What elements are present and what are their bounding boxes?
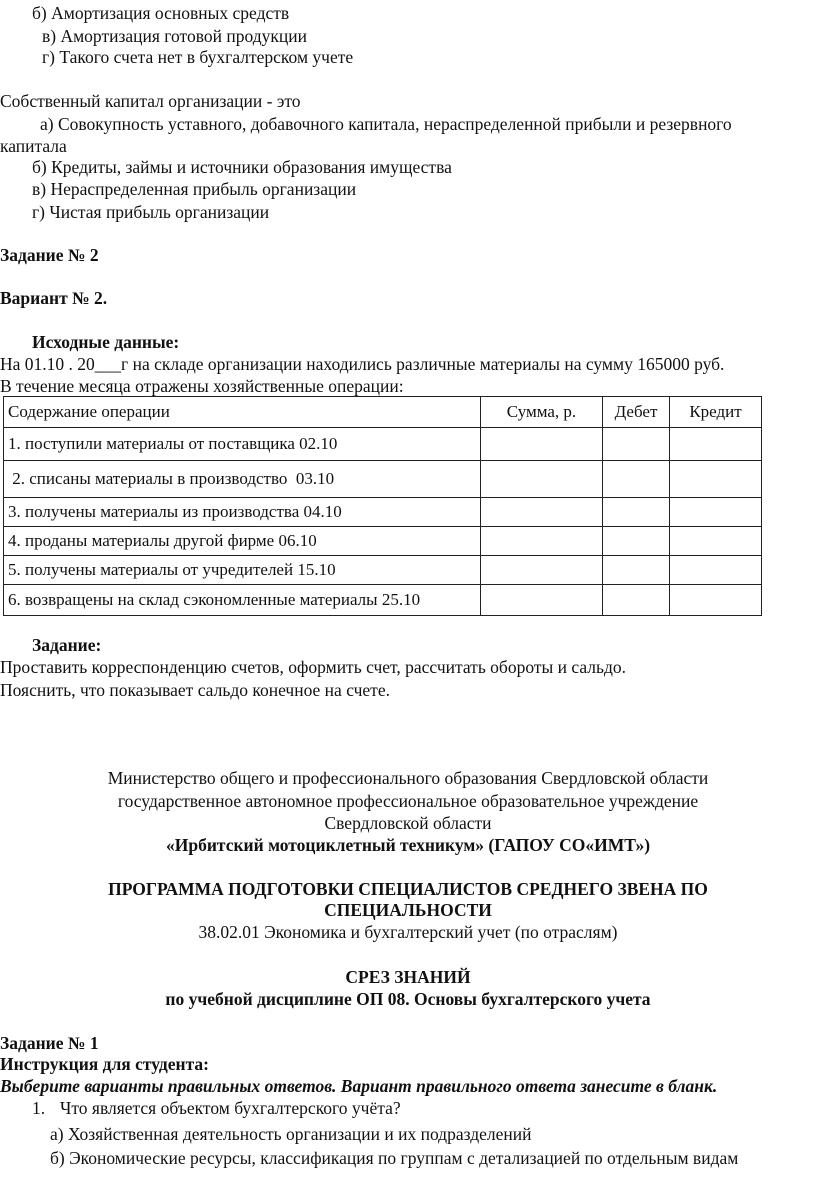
table-header-row <box>4 397 762 428</box>
task2-variant: Вариант № 2. <box>0 288 108 308</box>
source-data-heading: Исходные данные: <box>32 332 180 352</box>
credit-cell <box>670 585 762 616</box>
operation-cell: 5. получены материалы от учредителей 15.10 <box>4 556 481 585</box>
header-credit: Кредит <box>670 397 762 428</box>
amount-cell <box>481 498 603 527</box>
question-1-option-b: б) Экономические ресурсы, классификация по группам с детализацией по отдельным видам <box>50 1148 739 1168</box>
operations-table <box>3 396 762 616</box>
question-1-option-a: а) Хозяйственная деятельность организации и их подразделений <box>50 1124 532 1144</box>
operation-cell: 3. получены материалы из производства 04.10 <box>4 498 481 527</box>
college-name: «Ирбитский мотоциклетный техникум» (ГАПОУ СО«ИМТ») <box>165 835 651 855</box>
assignment-heading: Задание: <box>32 635 102 655</box>
credit-cell <box>670 461 762 498</box>
operation-cell: 4. проданы материалы другой фирме 06.10 <box>4 527 481 556</box>
source-data-line2: В течение месяца отражены хозяйственные операции: <box>0 376 404 396</box>
debit-cell <box>603 556 670 585</box>
program-title-line2: СПЕЦИАЛЬНОСТИ <box>324 900 492 920</box>
equity-option-a-line1: а) Совокупность уставного, добавочного капитала, нераспределенной прибыли и резервного <box>40 114 732 134</box>
instruction-text: Выберите варианты правильных ответов. Вариант правильного ответа занесите в бланк. <box>0 1076 718 1096</box>
credit-cell <box>670 428 762 461</box>
instruction-heading: Инструкция для студента: <box>0 1054 210 1074</box>
equity-option-b: б) Кредиты, займы и источники образования имущества <box>32 157 452 177</box>
prev-option-v: в) Амортизация готовой продукции <box>42 26 307 46</box>
amount-cell <box>481 585 603 616</box>
table-row <box>4 527 762 556</box>
header-debit: Дебет <box>603 397 670 428</box>
credit-cell <box>670 556 762 585</box>
debit-cell <box>603 461 670 498</box>
table-row <box>4 585 762 616</box>
ministry-line: Министерство общего и профессионального образования Свердловской области <box>107 768 709 788</box>
amount-cell <box>481 428 603 461</box>
task2-heading: Задание № 2 <box>0 245 99 265</box>
assignment-line2: Пояснить, что показывает сальдо конечное на счете. <box>0 680 390 700</box>
equity-option-a-line2: капитала <box>0 136 67 156</box>
equity-question: Собственный капитал организации - это <box>0 91 301 111</box>
debit-cell <box>603 428 670 461</box>
table-row <box>4 461 762 498</box>
operation-cell: 6. возвращены на склад сэкономленные материалы 25.10 <box>4 585 481 616</box>
region-line: Свердловской области <box>324 813 492 833</box>
table-row <box>4 556 762 585</box>
amount-cell <box>481 461 603 498</box>
source-data-line1: На 01.10 . 20___г на складе организации находились различные материалы на сумму 165000 руб. <box>0 354 725 374</box>
prev-option-g: г) Такого счета нет в бухгалтерском учете <box>42 47 354 67</box>
institution-line: государственное автономное профессиональное образовательное учреждение <box>117 791 699 811</box>
amount-cell <box>481 527 603 556</box>
task1-heading: Задание № 1 <box>0 1033 99 1053</box>
assignment-line1: Проставить корреспонденцию счетов, оформить счет, рассчитать обороты и сальдо. <box>0 657 627 677</box>
equity-option-v: в) Нераспределенная прибыль организации <box>32 179 357 199</box>
question-1-number: 1. <box>32 1098 46 1118</box>
prev-option-b: б) Амортизация основных средств <box>32 3 290 23</box>
specialty-line: 38.02.01 Экономика и бухгалтерский учет (по отраслям) <box>198 922 618 942</box>
table-row <box>4 428 762 461</box>
debit-cell <box>603 527 670 556</box>
amount-cell <box>481 556 603 585</box>
question-1-text: Что является объектом бухгалтерского учёта? <box>60 1098 401 1118</box>
operation-cell: 2. списаны материалы в производство 03.10 <box>4 461 481 498</box>
credit-cell <box>670 498 762 527</box>
debit-cell <box>603 498 670 527</box>
debit-cell <box>603 585 670 616</box>
table-row <box>4 498 762 527</box>
equity-option-g: г) Чистая прибыль организации <box>32 202 270 222</box>
program-title-line1: ПРОГРАММА ПОДГОТОВКИ СПЕЦИАЛИСТОВ СРЕДНЕГО ЗВЕНА ПО <box>108 879 708 899</box>
credit-cell <box>670 527 762 556</box>
header-operation: Содержание операции <box>4 397 481 428</box>
operation-cell: 1. поступили материалы от поставщика 02.10 <box>4 428 481 461</box>
test-title: СРЕЗ ЗНАНИЙ <box>345 967 471 987</box>
discipline-line: по учебной дисциплине ОП 08. Основы бухгалтерского учета <box>165 989 651 1009</box>
header-amount: Сумма, р. <box>481 397 603 428</box>
